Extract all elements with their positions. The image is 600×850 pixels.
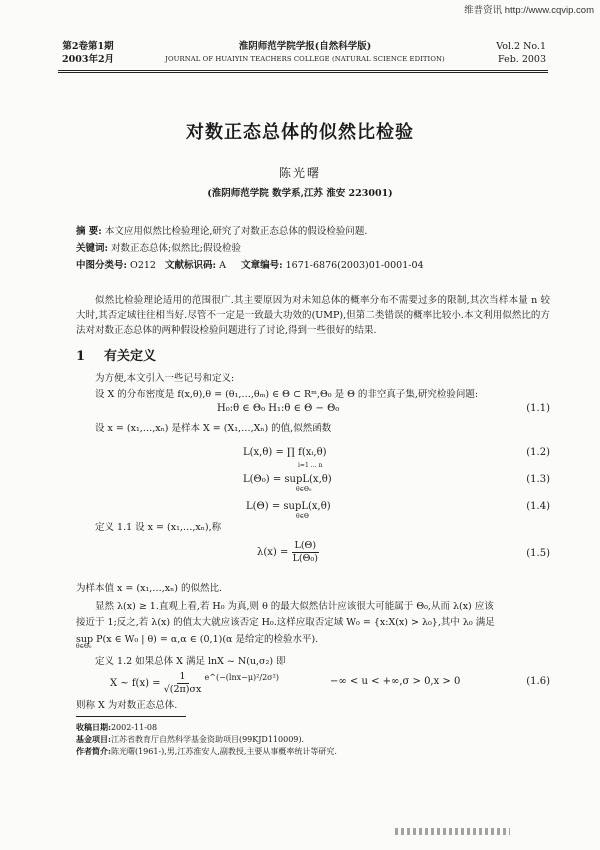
section-number: 1 (76, 349, 86, 364)
eq4-sup: sup (283, 501, 302, 512)
body-p2: 设 X 的分布密度是 f(x,θ),θ = (θ₁,…,θₘ) ∈ Θ ⊂ Rᵐ,Θ₀ 是 Θ 的非空真子集,研究检验问题: (95, 389, 479, 400)
equation-1-5-number: (1.5) (526, 548, 550, 559)
keywords (76, 242, 241, 256)
date-cn: 2003年2月 (62, 54, 115, 65)
volume-en: Vol.2 No.1 (496, 41, 546, 52)
equation-1-2 (243, 447, 327, 458)
eq6-numerator: 1 (177, 671, 189, 684)
fund-label: 基金项目: (76, 734, 111, 744)
equation-1-3 (243, 474, 332, 485)
scan-artifact (395, 828, 510, 835)
header-journal (160, 40, 450, 66)
eq6-fraction (164, 671, 202, 696)
clc-value: O212 (130, 260, 156, 271)
keywords-text: 对数正态总体;似然比;假设检验 (111, 243, 241, 254)
eq4-lhs: L(Θ) = (246, 501, 281, 512)
equation-1-4 (246, 501, 331, 512)
eq6-lhs: X ~ f(x) = (110, 678, 161, 689)
classification (76, 259, 424, 273)
journal-title-cn: 淮阴师范学院学报(自然科学版) (238, 41, 372, 52)
footnote-rule (76, 716, 186, 717)
eq2-rhs: ∏ f(xᵢ,θ) (287, 447, 327, 458)
keywords-label: 关键词: (76, 243, 109, 254)
received-label: 收稿日期: (76, 722, 111, 732)
definition-1-1: 定义 1.1 设 x = (x₁,…,xₙ),称 (95, 522, 222, 533)
footnote-received (76, 722, 157, 733)
eq4-rhs: L(x,θ) (301, 501, 331, 512)
abstract-label: 摘 要: (76, 226, 102, 237)
equation-1-1-number: (1.1) (526, 403, 550, 414)
article-id-label: 文章编号: (241, 260, 283, 271)
eq3-sup-subscript: θ∈Θ₀ (296, 486, 312, 493)
equation-1-1: H₀:θ ∈ Θ₀ H₁:θ ∈ Θ − Θ₀ (217, 403, 340, 414)
equation-1-2-number: (1.2) (526, 447, 550, 458)
received-date: 2002-11-08 (110, 723, 158, 732)
bio-text: 陈光曙(1961-),男,江苏淮安人,副教授,主要从事概率统计等研究. (110, 747, 337, 756)
watermark: 维普资讯 http://www.cqvip.com (464, 5, 594, 16)
p5c-sup: sup (76, 634, 94, 645)
header-rule-2 (58, 72, 548, 73)
p5c-sup-subscript: θ∈Θ₀ (76, 643, 92, 650)
p5c-text: P(x ∈ W₀ | θ) = α,α ∈ (0,1)(α 是给定的检验水平). (96, 634, 319, 645)
header-volume-en (496, 40, 546, 66)
intro-paragraph: 似然比检验理论适用的范围很广.其主要原因为对未知总体的概率分布不需要过多的限制,其次当样本量 n 较大时,其否定域往往相当好.尽管不一定是一致最大功效的(UMP),但第二类错误的概率比较小.本文利用似然比的方法对对数正态总体的两种假设检验问题进行了讨论,得到一些很好的结果. (76, 295, 550, 336)
fund-text: 江苏省教育厅自然科学基金资助项目(99KJD110009). (110, 735, 305, 744)
body-p3: 设 x = (x₁,…,xₙ) 是样本 X = (X₁,…,Xₙ) 的值,似然函数 (95, 423, 332, 434)
equation-1-6 (110, 671, 279, 696)
body-p1: 为方便,本文引入一些记号和定义: (95, 373, 235, 384)
eq6-condition: −∞ < u < +∞,σ > 0,x > 0 (330, 676, 461, 687)
volume-cn: 第2卷第1期 (62, 41, 114, 52)
bio-label: 作者简介: (76, 746, 111, 756)
definition-1-2: 定义 1.2 如果总体 X 满足 lnX ~ N(u,σ₂) 即 (95, 656, 286, 667)
eq6-denominator: √(2π)σx (163, 684, 202, 695)
equation-1-6-number: (1.6) (526, 676, 550, 687)
eq2-product-limits: i=1 … n (298, 462, 323, 469)
eq5-numerator: L(Θ) (292, 540, 320, 553)
journal-title-en: JOURNAL OF HUAIYIN TEACHERS COLLEGE (NATURAL SCIENCE EDITION) (165, 55, 445, 63)
footnote-fund (76, 734, 304, 745)
eq5-lhs: λ(x) = (257, 547, 289, 558)
body-p5a: 显然 λ(x) ≥ 1.直观上看,若 H₀ 为真,则 θ 的最大似然估计应该很大可能属于 Θ₀,从而 λ(x) 应该 (95, 601, 494, 612)
eq2-lhs: L(x,θ) = (243, 447, 284, 458)
article-id-value: 1671-6876(2003)01-0001-04 (285, 260, 424, 271)
author: 陈光曙 (278, 166, 321, 180)
eq3-lhs: L(Θ₀) = (243, 474, 282, 485)
clc-label: 中图分类号: (76, 260, 128, 271)
eq5-fraction (292, 540, 320, 565)
abstract-text: 本文应用似然比检验理论,研究了对数正态总体的假设检验问题. (104, 226, 368, 237)
eq3-rhs: L(x,θ) (302, 474, 332, 485)
eq4-sup-subscript: θ∈Θ (296, 513, 309, 520)
section-title: 有关定义 (104, 349, 157, 364)
body-p5b: 接近于 1;反之,若 λ(x) 的值太大就应该否定 H₀.这样应取否定域 W₀ = {x:X(x) > λ₀},其中 λ₀ 满足 (76, 617, 495, 628)
equation-1-4-number: (1.4) (526, 501, 550, 512)
affiliation: (淮阴师范学院 数学系,江苏 淮安 223001) (207, 188, 393, 199)
body-p4: 为样本值 x = (x₁,…,xₙ) 的似然比. (76, 583, 223, 594)
body-p5c (76, 631, 318, 645)
equation-1-3-number: (1.3) (526, 474, 550, 485)
eq5-denominator: L(Θ₀) (292, 553, 318, 564)
footnote-bio (76, 746, 337, 757)
doc-code-value: A (219, 260, 226, 271)
body-p6: 则称 X 为对数正态总体. (76, 700, 178, 711)
date-en: Feb. 2003 (498, 54, 546, 65)
doc-code-label: 文献标识码: (165, 260, 217, 271)
eq6-exponent: e^(−(lnx−μ)²/2σ²) (204, 673, 279, 682)
paper-title: 对数正态总体的似然比检验 (186, 122, 414, 143)
eq3-sup: sup (284, 474, 303, 485)
section-heading (76, 345, 156, 364)
abstract (76, 225, 367, 239)
header-rule (58, 70, 548, 71)
equation-1-5 (257, 540, 319, 565)
header-volume-cn (62, 40, 114, 66)
